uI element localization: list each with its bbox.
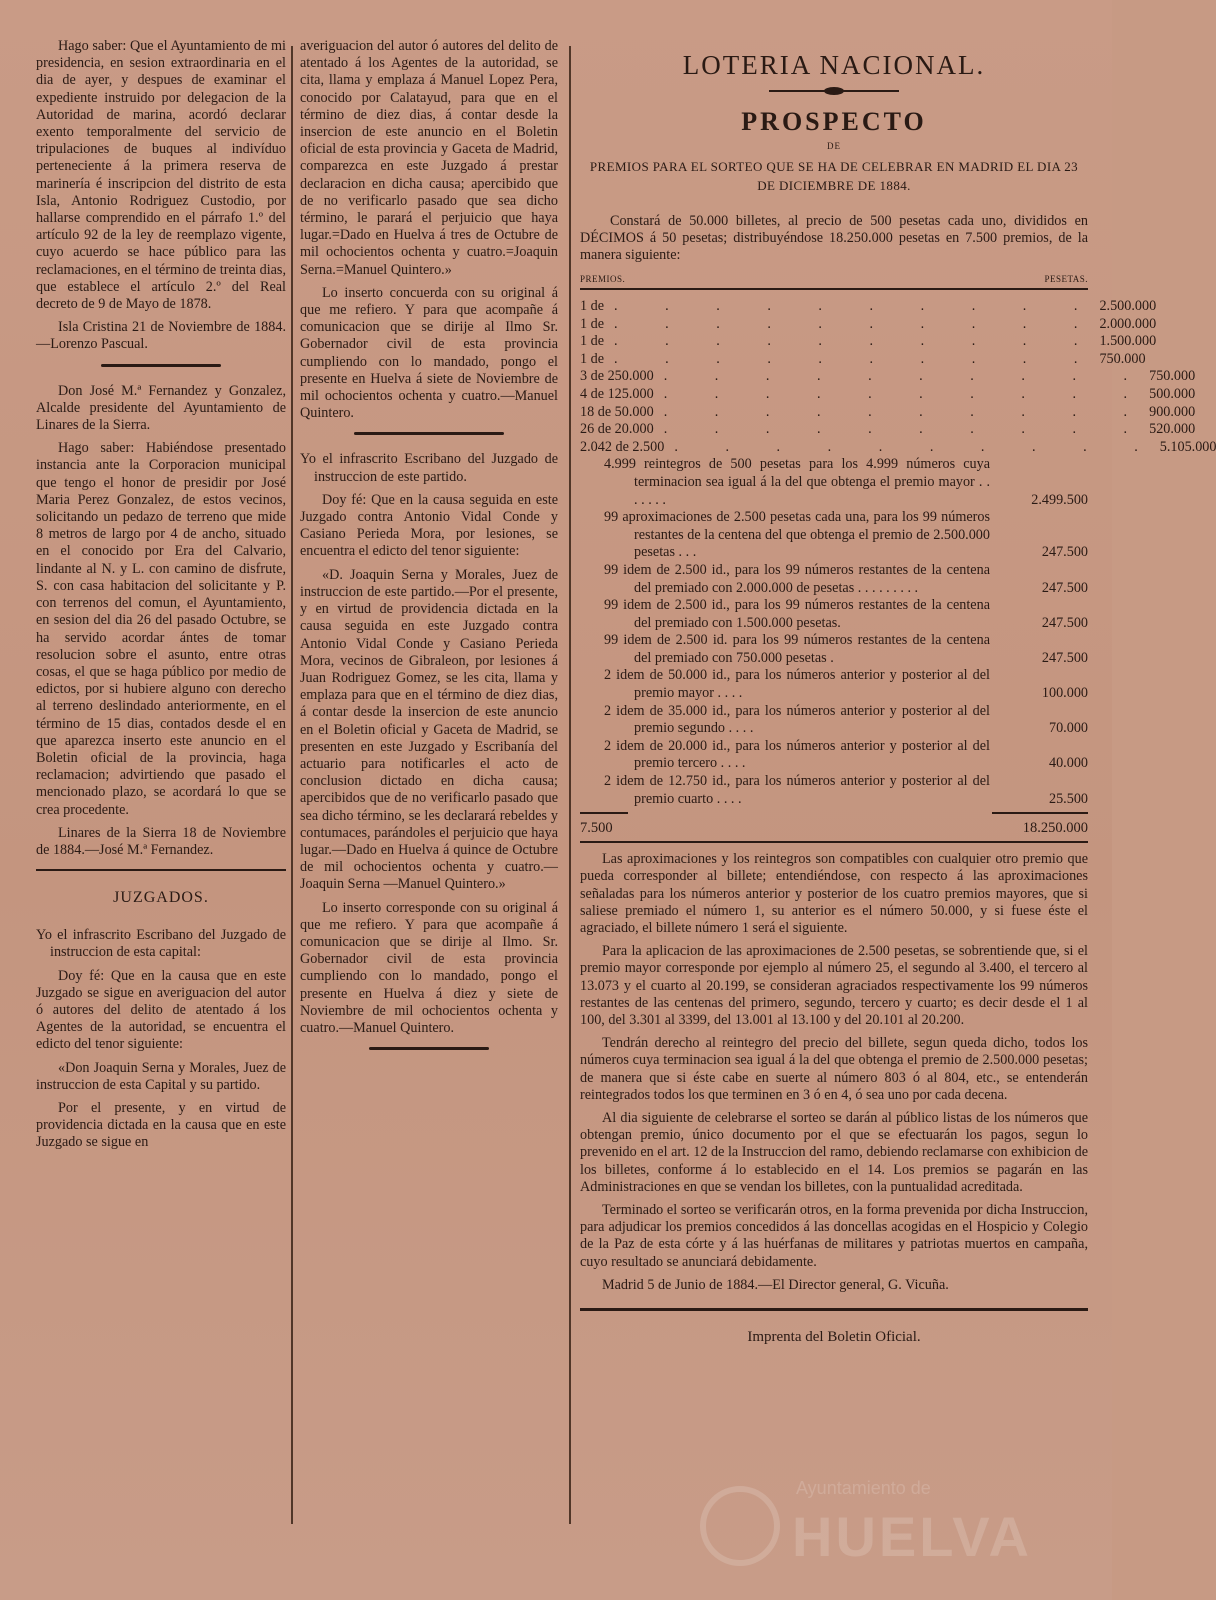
prize-amount: 247.500: [1041, 579, 1088, 596]
de-label: DE: [827, 141, 841, 151]
lottery-signature: Madrid 5 de Junio de 1884.—El Director general, G. Vicuña.: [602, 1276, 949, 1293]
lottery-paragraph-1: Las aproximaciones y los reintegros son compatibles con cualquier otro premio que pueda corresponder al billete; entendiéndose, con respecto á las aproximaciones señaladas para los números anterior y posterior de los cuatro premios mayores, que si saliese premiado el número 1, su anterior es el número 50.000, y si fuese éste el agraciado, el billete número 1 será el siguiente.: [580, 851, 1088, 937]
prize-amount: 247.500: [1041, 649, 1088, 666]
column-header-premios: PREMIOS.: [580, 274, 626, 284]
leader-dots: . . . . . . . . . .: [614, 298, 1100, 314]
city-seal-icon: [700, 1486, 780, 1566]
leader-dots: . . . . . . . . . .: [614, 333, 1100, 350]
prize-amount: 750.000: [1099, 350, 1146, 367]
premios-subtitle: PREMIOS PARA EL SORTEO QUE SE HA DE CELEBRAR EN MADRID EL DIA 23 DE DICIEMBRE DE 1884.: [589, 159, 1079, 193]
table-row: [580, 597, 1088, 632]
prize-amount: 2.500.000: [1099, 298, 1157, 314]
prize-count: 18 de 50.000: [580, 403, 654, 420]
inserto-paragraph-2: Lo inserto corresponde con su original á que me refiero. Y para que acompañe á comunicacion que se dirije al Ilmo. Sr. Gobernador civil de esta provincia cumpliendo con lo mandado, pongo el presente en Huelva á diez y siete de Noviembre de mil ochocientos ochenta y cuatro.—Manuel Quintero.: [300, 899, 558, 1036]
prize-amount: 247.500: [1041, 544, 1088, 561]
announcement-isla-cristina: Hago saber: Que el Ayuntamiento de mi presidencia, en sesion extraordinaria en el dia de ayer, y despues de examinar el expediente instruido por delegacion de la Autoridad de marina, acordó declarar exento temporalmente del servicio de tripulaciones de buques al indivíduo perteneciente á la primera reserva de marinería é inscripcion del distrito de esta Isla, Antonio Rodriguez Custodio, por hallarse comprendido en el párrafo 1.º del artículo 92 de la ley de reemplazo vigente, cuyo acuerdo se hace público para las reclamaciones, en el término de treinta dias, que establece el artículo 2.º del Real decreto de 9 de Mayo de 1878.: [36, 38, 286, 313]
watermark-top-text: Ayuntamiento de: [796, 1478, 931, 1498]
prize-count: 2.042 de 2.500: [580, 438, 665, 455]
prize-count: 3 de 250.000: [580, 368, 654, 385]
prize-amount: 900.000: [1149, 403, 1196, 420]
ornament-divider: [769, 87, 899, 95]
leader-dots: . . . . . . . . . .: [674, 438, 1160, 455]
leader-dots: . . . . . . . . . .: [614, 315, 1100, 332]
table-row: [580, 421, 1196, 439]
table-row: [580, 509, 1088, 562]
prize-amount: 500.000: [1149, 385, 1196, 402]
table-row: [580, 562, 1088, 597]
prize-count: 26 de 20.000: [580, 421, 654, 438]
edict-heading: «Don Joaquin Serna y Morales, Juez de instruccion de esta Capital y su partido.: [36, 1059, 286, 1093]
table-row: [580, 456, 1088, 509]
table-row: [580, 703, 1088, 738]
column-divider: [291, 46, 293, 1524]
prize-count: 4 de 125.000: [580, 385, 654, 402]
prize-amount: 2.000.000: [1099, 315, 1157, 332]
lottery-paragraph-4: Al dia siguiente de celebrarse el sorteo se darán al público listas de los números que obtengan premio, único documento por el que se efectuarán los pagos, segun lo prevenido en el art. 12 de la Instruccion del ramo, debiendo reclamarse con exhibicion de los billetes, conforme á lo establecido en el 14. Los premios se pagarán en las Administraciones en que se vendan los billetes, con la puntualidad acreditada.: [580, 1110, 1088, 1195]
table-row: [580, 773, 1088, 808]
prize-description: 2 idem de 20.000 id., para los números anterior y posterior al del premio tercero . . . .: [604, 737, 990, 772]
column-2: [300, 38, 558, 1066]
table-rule: [580, 288, 1088, 290]
prize-amount: 2.499.500: [1031, 491, 1088, 508]
prospecto-title: PROSPECTO: [741, 107, 927, 136]
table-row: [580, 403, 1196, 422]
totals-row: [580, 820, 1088, 837]
loteria-title: LOTERIA NACIONAL.: [682, 50, 986, 80]
total-pesetas: 18.250.000: [1022, 820, 1088, 837]
lottery-paragraph-2: Para la aplicacion de las aproximaciones de 2.500 pesetas, se sobrentiende que, si el premio mayor corresponde por ejemplo al número 25, el segundo al 3.400, el tercero al 13.073 y el cuarto al 20.199, se consideran agraciados respectivamente los 99 números restantes de las centenas del primero, segundo, tercero y cuarto; es decir desde el 1 al 100, del 3.301 al 3399, del 13.001 al 13.100 y del 20.101 al 20.200.: [580, 943, 1088, 1029]
prize-table: [580, 298, 1216, 808]
prize-count: 1 de: [580, 315, 605, 332]
table-rule: [580, 841, 1088, 843]
prize-table-header: [580, 274, 1088, 284]
total-rules: [580, 812, 1088, 814]
prize-amount: 40.000: [1048, 755, 1088, 772]
edict-text-start: Por el presente, y en virtud de providencia dictada en la causa que en este Juzgado se sigue en: [36, 1099, 286, 1151]
prize-amount: 520.000: [1149, 421, 1196, 438]
table-row: [580, 632, 1088, 667]
column-1: [36, 38, 286, 1158]
prize-amount: 100.000: [1041, 685, 1088, 702]
section-rule: [36, 869, 286, 871]
table-row: [580, 385, 1196, 404]
prize-count: 1 de: [580, 298, 605, 314]
table-row: [580, 438, 1216, 457]
signature-isla-cristina: Isla Cristina 21 de Noviembre de 1884.—Lorenzo Pascual.: [36, 319, 286, 353]
table-row: [580, 350, 1146, 369]
separator-rule: [354, 432, 504, 435]
edict-paragraph-2: «D. Joaquin Serna y Morales, Juez de instruccion de este partido.—Por el presente, y en virtud de providencia dictada en la causa seguida en este Juzgado contra Antonio Vidal Conde y Casiano Perieda Mora, vecinos de Gibraleon, por lesiones á Juan Rodriguez Gomez, se les cita, llama y emplaza para que en el término de diez dias, á contar desde la insercion de este anuncio en el Boletin oficial y Gaceta de Madrid, se presenten en este Juzgado y Escribanía del actuario para notificarles el acto de conclusion dictado en dicha causa; apercibidos que de no verificarlo pasado que sea dicho término, se les declarará rebeldes y contumaces, parándoles el perjuicio que haya lugar.—Dado en Huelva á quince de Octubre de mil ochocientos ochenta y cuatro.—Joaquin Serna —Manuel Quintero.»: [300, 566, 558, 893]
separator-rule: [369, 1047, 489, 1050]
table-row: [580, 738, 1088, 773]
prize-description: 99 idem de 2.500 id., para los 99 números restantes de la centena del premiado con 1.500.000 pesetas.: [604, 597, 990, 631]
prize-description: 99 aproximaciones de 2.500 pesetas cada una, para los 99 números restantes de la centena del que obtenga el premio de 2.500.000 pesetas . . .: [604, 509, 990, 561]
prize-description: 99 idem de 2.500 id. para los 99 números restantes de la centena del premiado con 750.000 pesetas .: [604, 632, 990, 666]
leader-dots: . . . . . . . . . .: [663, 403, 1150, 420]
table-row: [580, 667, 1088, 702]
prize-description: 2 idem de 50.000 id., para los números anterior y posterior al del premio mayor . . . .: [604, 667, 990, 702]
section-title-juzgados: JUZGADOS.: [113, 889, 209, 907]
column-3-loteria: [580, 38, 1216, 1346]
edict-text-continued: averiguacion del autor ó autores del delito de atentado á los Agentes de la autoridad, se cita, llama y emplaza á Manuel Lopez Pera, conocido por Calatayud, para que en el término de diez dias, á contar desde la insercion de este anuncio en el Boletin oficial de esta provincia y Gaceta de Madrid, comparezca en este Juzgado á prestar declaracion en dicha causa; apercibido que de no verificarlo pasado que sea dicho término, le parará el perjuicio que haya lugar.=Dado en Huelva á tres de Octubre de mil ochocientos ochenta y cuatro.=Joaquin Serna.=Manuel Quintero.»: [300, 38, 558, 278]
total-premios: 7.500: [580, 820, 613, 837]
table-row: [580, 315, 1157, 334]
announcement-heading-linares: Don José M.ª Fernandez y Gonzalez, Alcalde presidente del Ayuntamiento de Linares de la Sierra.: [36, 382, 286, 434]
table-row: [580, 333, 1157, 351]
prize-count: 1 de: [580, 333, 605, 350]
table-row: [580, 368, 1196, 386]
doy-fe-paragraph: Doy fé: Que en la causa que en este Juzgado se sigue en averiguacion del autor ó autores del delito de atentado á los Agentes de la autoridad, se encuentra el edicto del tenor siguiente:: [36, 967, 286, 1053]
lottery-paragraph-5: Terminado el sorteo se verificarán otros, en la forma prevenida por dicha Instruccion, para adjudicar los premios concedidos á las doncellas acogidas en el Hospicio y Colegio de la Paz de esta córte y á las huérfanas de militares y patriotas muertos en campaña, cuyo resultado se anunciará debidamente.: [580, 1202, 1088, 1270]
announcement-linares: Hago saber: Habiéndose presentado instancia ante la Corporacion municipal que tengo el honor de presidir por José Maria Perez Gonzalez, de estos vecinos, solicitando un pedazo de terreno que mide 8 metros de largo por 4 de ancho, situado en el conocido por Era del Calvario, lindante al N. y L. con camino de disfrute, S. con casa habitacion del solicitante y P. con terrenos del comun, el Ayuntamiento, en sesion del dia 26 del pasado Octubre, se ha servido acordar ántes de tomar resolucion sobre el asunto, entre otras cosas, el que se haga público por medio de edictos, por si hubiere alguno con derecho al terreno deslindado anteriormente, en el término de 15 dias, contados desde el en que aparezca inserto este anuncio en el Boletin oficial de la provincia, haga reclamacion; advirtiendo que pasado el mencionado plazo, se acordará lo que se crea procedente.: [36, 440, 286, 818]
escribano-heading: Yo el infrascrito Escribano del Juzgado de instruccion de esta capital:: [36, 927, 286, 961]
doy-fe-paragraph-2: Doy fé: Que en la causa seguida en este Juzgado contra Antonio Vidal Conde y Casiano Perieda Mora, por lesiones, se encuentra el edicto del tenor siguiente:: [300, 491, 558, 560]
inserto-paragraph-1: Lo inserto concuerda con su original á que me refiero. Y para que acompañe á comunicacion que se dirije al Ilmo Sr. Gobernador civil de esta provincia cumpliendo con lo mandado, pongo el presente en Huelva á siete de Noviembre de mil ochocientos ochenta y cuatro.—Manuel Quintero.: [300, 284, 558, 422]
separator-rule: [101, 364, 221, 367]
watermark: [700, 1470, 1032, 1580]
prize-description: 2 idem de 35.000 id., para los números anterior y posterior al del premio segundo . . . .: [604, 702, 990, 737]
prize-description: 4.999 reintegros de 500 pesetas para los 4.999 números cuya terminacion sea igual á la del que obtenga el premio mayor . . . . . . .: [604, 456, 990, 508]
prize-amount: 247.500: [1041, 614, 1088, 631]
column-divider: [569, 46, 571, 1524]
table-row: [580, 298, 1157, 316]
watermark-main-text: HUELVA: [792, 1505, 1032, 1568]
signature-linares: Linares de la Sierra 18 de Noviembre de 1884.—José M.ª Fernandez.: [36, 824, 286, 858]
leader-dots: . . . . . . . . . .: [614, 350, 1100, 367]
total-rule-right: [992, 812, 1088, 814]
prize-amount: 70.000: [1048, 720, 1088, 737]
escribano-heading-2: Yo el infrascrito Escribano del Juzgado de instruccion de este partido.: [300, 451, 558, 485]
imprint: Imprenta del Boletin Oficial.: [747, 1329, 921, 1346]
lottery-paragraph-3: Tendrán derecho al reintegro del precio del billete, segun queda dicho, todos los números cuya terminacion sea igual á la del que obtenga el premio de 2.500.000 pesetas; de manera que si éste cabe en suerte al número 803 ó al 804, etc., se entenderán reintegrados todos los que terminen en 3 ó en 4, ó sea uno por cada decena.: [580, 1035, 1088, 1103]
prize-amount: 750.000: [1149, 368, 1196, 385]
leader-dots: . . . . . . . . . .: [663, 368, 1150, 385]
prize-description: 2 idem de 12.750 id., para los números anterior y posterior al del premio cuarto . . . .: [604, 773, 990, 807]
prize-amount: 25.500: [1048, 790, 1088, 807]
prize-amount: 1.500.000: [1099, 333, 1157, 350]
prize-amount: 5.105.000: [1159, 438, 1216, 455]
leader-dots: . . . . . . . . . .: [663, 421, 1150, 438]
total-rule-left: [580, 812, 628, 814]
lottery-intro: Constará de 50.000 billetes, al precio de 500 pesetas cada uno, divididos en DÉCIMOS á 50 pesetas; distribuyéndose 18.250.000 pesetas en 7.500 premios, de la manera siguiente:: [580, 213, 1088, 263]
leader-dots: . . . . . . . . . .: [663, 385, 1150, 402]
prize-count: 1 de: [580, 350, 605, 367]
prize-description: 99 idem de 2.500 id., para los 99 números restantes de la centena del premiado con 2.000.000 de pesetas . . . . . . . . .: [604, 561, 990, 596]
column-header-pesetas: PESETAS.: [1044, 274, 1088, 284]
footer-rule: [580, 1308, 1088, 1311]
